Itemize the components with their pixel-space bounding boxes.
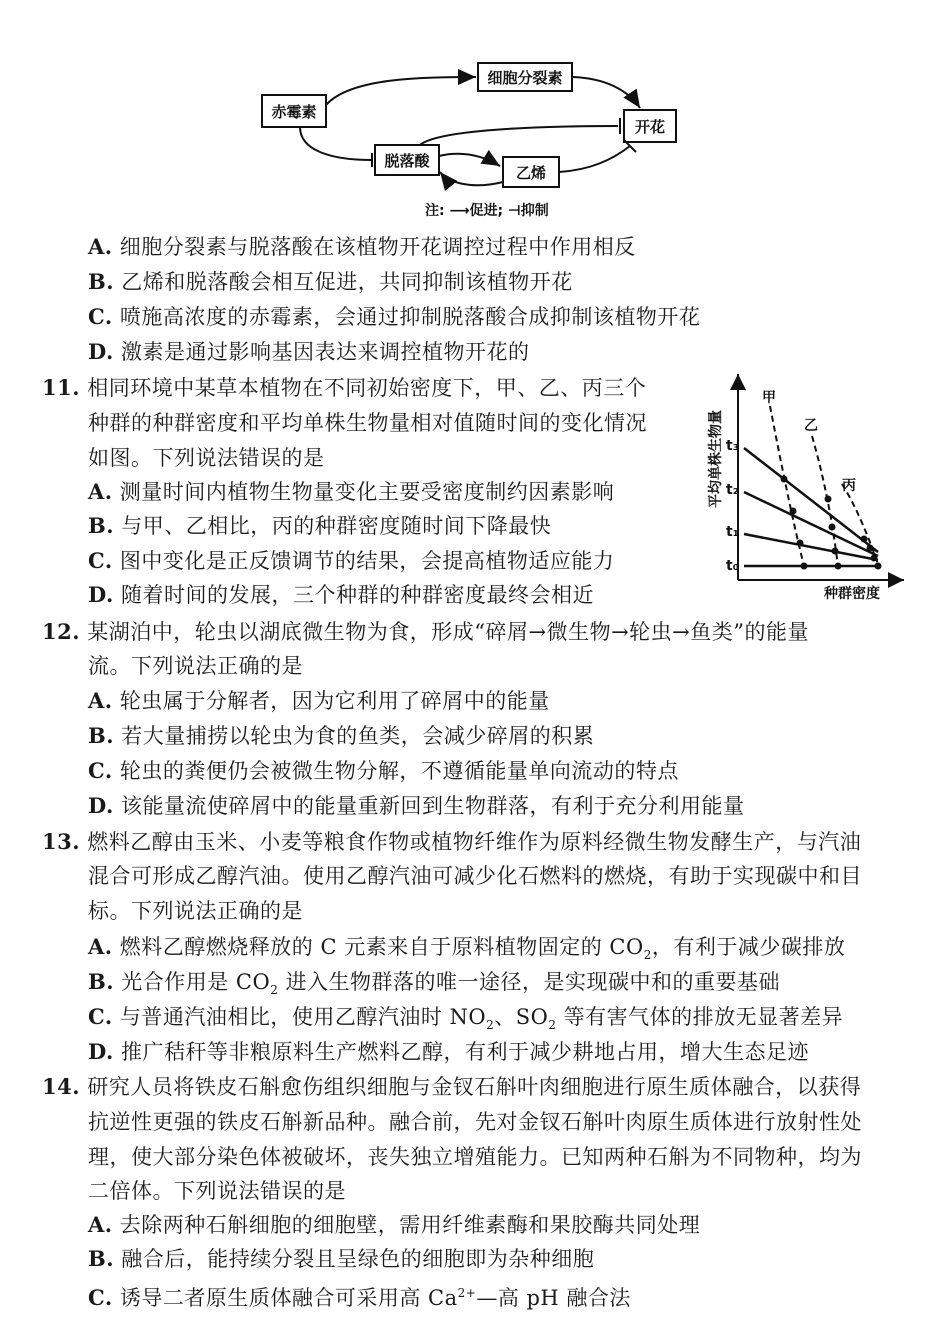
q13-option-b: B. 光合作用是 $CO_2$ 进入生物群落的唯一途径，是实现碳中和的重要基础 (88, 969, 781, 998)
node-cytokinin: 细胞分裂素 (487, 69, 563, 87)
inhibit-abscisic-to-flowering (420, 126, 618, 145)
q14-option-a: A. 去除两种石斛细胞的细胞壁，需用纤维素酶和果胶酶共同处理 (88, 1212, 701, 1237)
t-label-1: t₁ (726, 524, 739, 540)
node-abscisic: 脱落酸 (384, 152, 430, 170)
q13-stem-2: 混合可形成乙醇汽油。使用乙醇汽油可减少化石燃料的燃烧，有助于实现碳中和目 (88, 864, 862, 888)
q11-option-a: A. 测量时间内植物生物量变化主要受密度制约因素影响 (88, 479, 615, 504)
arrow-ethylene-to-abscisic (440, 172, 503, 185)
q14-stem-4: 二倍体。下列说法错误的是 (88, 1179, 346, 1203)
graph-ylabel: 平均单株生物量 (708, 410, 724, 508)
q11-option-d: D. 随着时间的发展，三个种群的种群密度最终会相近 (88, 582, 594, 607)
q14-stem-1: 14. 研究人员将铁皮石斛愈伤组织细胞与金钗石斛叶肉细胞进行原生质体融合，以获得 (42, 1074, 862, 1099)
node-ethylene: 乙烯 (515, 164, 547, 182)
arrow-abscisic-to-ethylene (439, 154, 500, 166)
q12-stem-1: 12. 某湖泊中，轮虫以湖底微生物为食，形成“碎屑→微生物→轮虫→鱼类”的能量 (42, 619, 809, 644)
node-gibberellin: 赤霉素 (271, 103, 317, 121)
q13-option-a: A. 燃料乙醇燃烧释放的 C 元素来自于原料植物固定的 $CO_2$，有利于减少碳排放 (88, 934, 846, 963)
q13-option-c: C. 与普通汽油相比，使用乙醇汽油时 $NO_2$、$SO_2$ 等有害气体的排放无显著差异 (88, 1004, 844, 1033)
q10-option-d: D. 激素是通过影响基因表达来调控植物开花的 (88, 339, 530, 364)
q13-stem-3: 标。下列说法正确的是 (88, 899, 303, 923)
q12-option-d: D. 该能量流使碎屑中的能量重新回到生物群落，有利于充分利用能量 (88, 793, 745, 818)
t-label-0: t₀ (726, 558, 739, 574)
q12-option-c: C. 轮虫的粪便仍会被微生物分解，不遵循能量单向流动的特点 (88, 758, 679, 783)
arrow-gibberellin-to-cytokinin (326, 77, 476, 105)
t-label-2: t₂ (726, 482, 739, 498)
line-t3 (744, 448, 878, 552)
q10-option-b: B. 乙烯和脱落酸会相互促进，共同抑制该植物开花 (88, 269, 573, 294)
node-flowering: 开花 (634, 118, 666, 136)
q14-option-b: B. 融合后，能持续分裂且呈绿色的细胞即为杂种细胞 (88, 1246, 595, 1271)
q11-graph (692, 368, 932, 608)
curve-bing (842, 484, 878, 564)
q11-stem-1: 11. 相同环境中某草本植物在不同初始密度下，甲、乙、丙三个 (42, 375, 647, 400)
q11-option-b: B. 与甲、乙相比，丙的种群密度随时间下降最快 (88, 513, 552, 538)
q12-stem-2: 流。下列说法正确的是 (88, 654, 303, 678)
t-label-3: t₃ (726, 438, 739, 454)
q10-option-c: C. 喷施高浓度的赤霉素，会通过抑制脱落酸合成抑制该植物开花 (88, 304, 701, 329)
q11-option-c: C. 图中变化是正反馈调节的结果，会提高植物适应能力 (88, 548, 615, 573)
arrow-cytokinin-to-flowering (572, 77, 640, 108)
hormone-flow-diagram (0, 0, 950, 230)
q11-stem-2: 种群的种群密度和平均单株生物量相对值随时间的变化情况 (88, 411, 647, 435)
inhibit-ethylene-to-flowering (559, 146, 630, 172)
series-label-jia: 甲 (762, 390, 776, 406)
q10-option-a: A. 细胞分裂素与脱落酸在该植物开花调控过程中作用相反 (88, 234, 636, 259)
curve-yi (812, 436, 838, 566)
flow-legend: 注: ⟶促进; ⊣抑制 (425, 203, 549, 219)
graph-xlabel: 种群密度 (824, 586, 880, 602)
series-label-yi: 乙 (804, 418, 818, 434)
series-label-bing: 丙 (842, 478, 856, 494)
q14-option-c: C. 诱导二者原生质体融合可采用高 $Ca^{2+}—$高 pH 融合法 (88, 1285, 631, 1310)
inhibit-gibberellin-to-abscisic (300, 127, 372, 160)
q13-option-d: D. 推广秸秆等非粮原料生产燃料乙醇，有利于减少耕地占用，增大生态足迹 (88, 1039, 809, 1064)
q14-stem-3: 理，使大部分染色体被破坏，丧失独立增殖能力。已知两种石斛为不同物种，均为 (88, 1145, 862, 1169)
q11-stem-3: 如图。下列说法错误的是 (88, 446, 325, 470)
q12-option-a: A. 轮虫属于分解者，因为它利用了碎屑中的能量 (88, 688, 550, 713)
q13-stem-1: 13. 燃料乙醇由玉米、小麦等粮食作物或植物纤维作为原料经微生物发酵生产，与汽油 (42, 829, 862, 854)
q14-stem-2: 抗逆性更强的铁皮石斛新品种。融合前，先对金钗石斛叶肉原生质体进行放射性处 (88, 1110, 862, 1134)
q12-option-b: B. 若大量捕捞以轮虫为食的鱼类，会减少碎屑的积累 (88, 723, 595, 748)
